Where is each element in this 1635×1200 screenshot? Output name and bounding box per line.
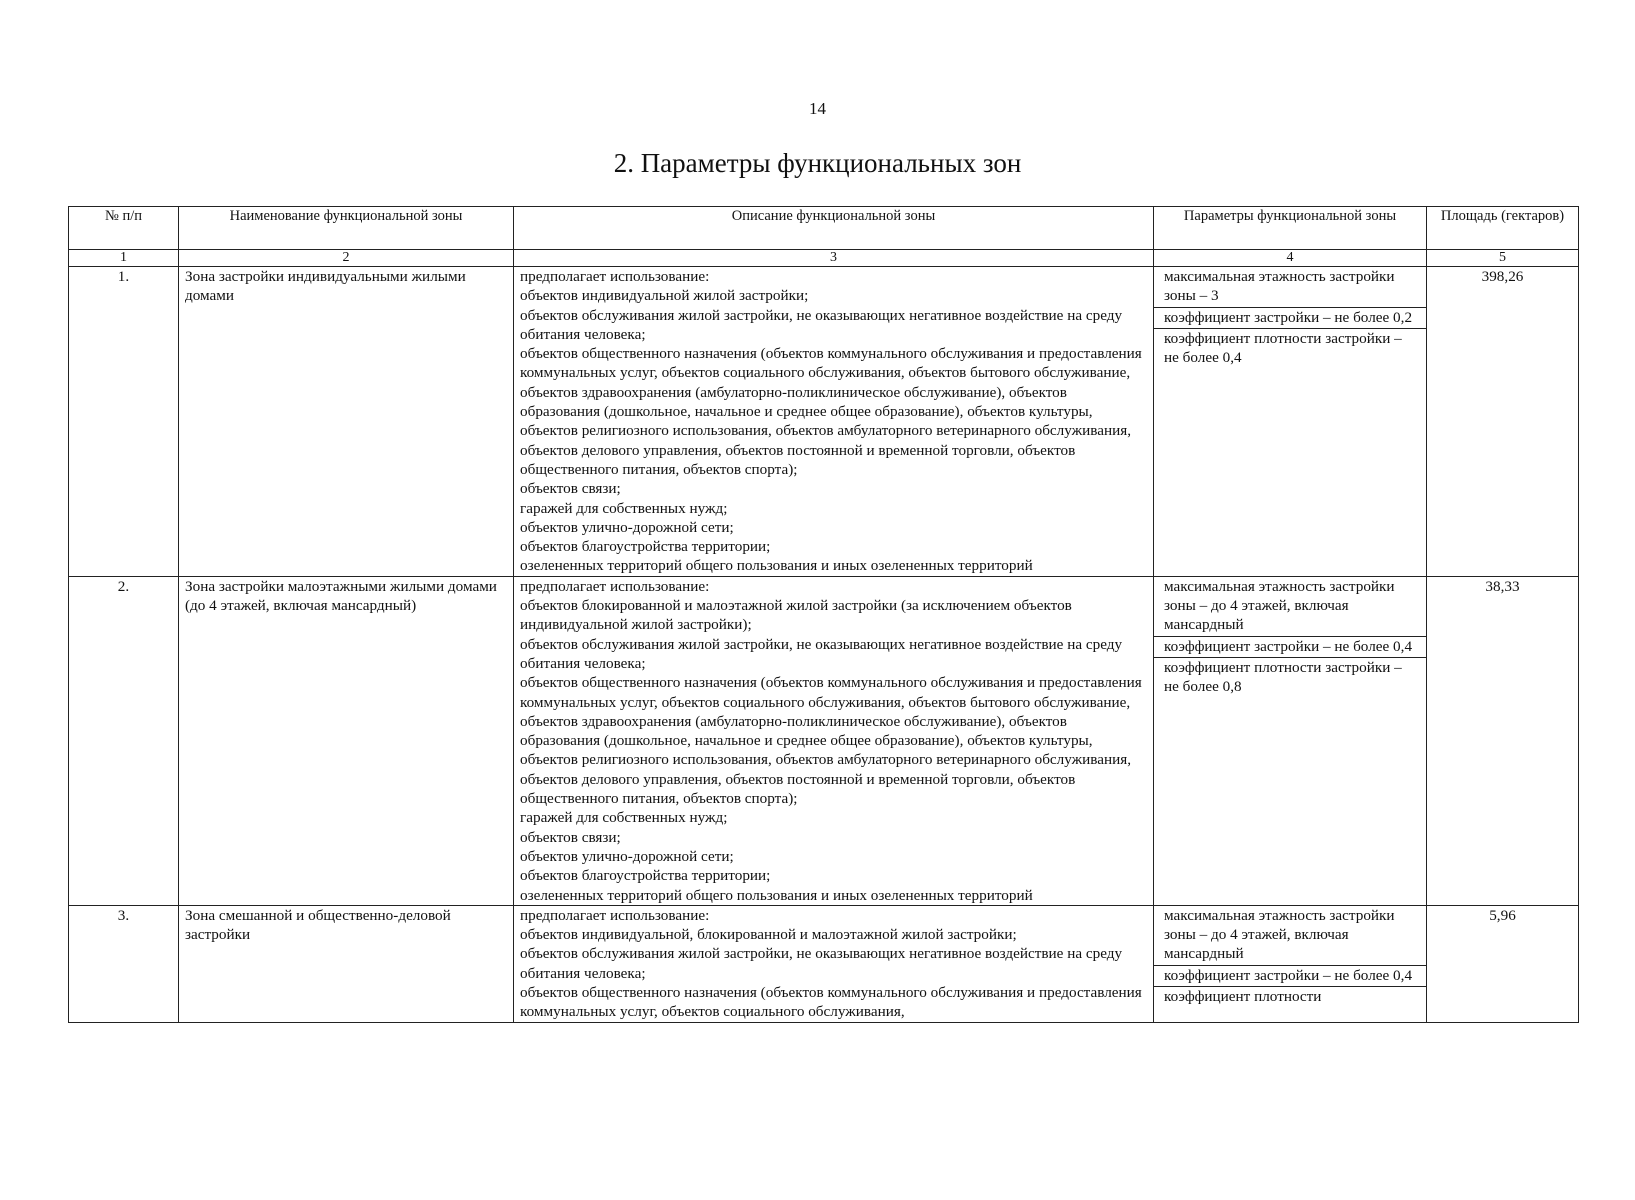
- zone-parameters: [1154, 267, 1427, 577]
- parameter-item: коэффициент застройки – не более 0,4: [1154, 966, 1426, 987]
- zone-description: [514, 267, 1154, 577]
- description-line: объектов связи;: [520, 828, 621, 846]
- description-line: озелененных территорий общего пользования и иных озелененных территорий: [520, 886, 1033, 904]
- zone-area: 38,33: [1427, 576, 1579, 905]
- header-description: Описание функциональной зоны: [514, 207, 1154, 250]
- zone-parameters: [1154, 576, 1427, 905]
- header-num: № п/п: [69, 207, 179, 250]
- row-number: 3.: [69, 905, 179, 1022]
- table-row: [69, 267, 1579, 577]
- description-line: объектов благоустройства территории;: [520, 538, 771, 556]
- column-number: 3: [514, 250, 1154, 267]
- parameter-item: коэффициент застройки – не более 0,4: [1154, 637, 1426, 658]
- zone-name-text: Зона застройки индивидуальными жилыми домами: [185, 268, 466, 305]
- header-parameters: Параметры функциональной зоны: [1154, 207, 1427, 250]
- description-line: гаражей для собственных нужд;: [520, 499, 728, 517]
- description-line: объектов обслуживания жилой застройки, не оказывающих негативное воздействие на среду обитания человека;: [520, 306, 1123, 343]
- zones-table: [68, 206, 1579, 1023]
- parameter-item: максимальная этажность застройки зоны – 3: [1154, 267, 1426, 308]
- description-line: гаражей для собственных нужд;: [520, 809, 728, 827]
- table-row: [69, 905, 1579, 1022]
- row-number: 2.: [69, 576, 179, 905]
- description-line: предполагает использование:: [520, 268, 710, 285]
- description-line: объектов благоустройства территории;: [520, 867, 771, 885]
- column-number: 1: [69, 250, 179, 267]
- description-line: объектов обслуживания жилой застройки, не оказывающих негативное воздействие на среду обитания человека;: [520, 945, 1123, 982]
- column-number: 2: [179, 250, 514, 267]
- description-line: предполагает использование:: [520, 577, 710, 595]
- description-line: объектов улично-дорожной сети;: [520, 518, 734, 536]
- description-line: объектов связи;: [520, 480, 621, 498]
- header-name: Наименование функциональной зоны: [179, 207, 514, 250]
- zone-area: 398,26: [1427, 267, 1579, 577]
- description-line: предполагает использование:: [520, 906, 710, 924]
- zone-parameters: [1154, 905, 1427, 1022]
- zone-description: [514, 576, 1154, 905]
- table-row: [69, 576, 1579, 905]
- zone-name: [179, 267, 514, 577]
- description-line: объектов общественного назначения (объектов коммунального обслуживания и предоставления коммунальных услуг, объектов социального обслуживания, объектов бытового обслуживание, объектов здравоохранения (амбулаторно-поликлиническое обслуживание), объектов образования (дошкольное, начальное и среднее общее образование), объектов культуры, объектов религиозного использования, объектов амбулаторного ветеринарного обслуживания, объектов делового управления, объектов постоянной и временной торговли, объектов общественного питания, объектов спорта);: [520, 345, 1142, 478]
- description-line: озелененных территорий общего пользования и иных озелененных территорий: [520, 557, 1033, 575]
- parameter-item: коэффициент плотности застройки – не более 0,8: [1164, 658, 1402, 696]
- header-area: Площадь (гектаров): [1427, 207, 1579, 250]
- page-title: 2. Параметры функциональных зон: [613, 148, 1022, 178]
- description-line: объектов обслуживания жилой застройки, не оказывающих негативное воздействие на среду обитания человека;: [520, 635, 1123, 672]
- page-number: 14: [809, 99, 826, 118]
- zone-area: 5,96: [1427, 905, 1579, 1022]
- zone-name: [179, 576, 514, 905]
- column-number: 4: [1154, 250, 1427, 267]
- zone-name-text: Зона застройки малоэтажными жилыми домами: [185, 577, 497, 595]
- parameter-item: коэффициент застройки – не более 0,2: [1154, 308, 1426, 329]
- description-line: объектов блокированной и малоэтажной жилой застройки (за исключением объектов индивидуальной жилой застройки);: [520, 597, 1072, 634]
- zone-name-text: Зона смешанной и общественно-деловой застройки: [185, 906, 451, 944]
- parameter-item: коэффициент плотности застройки – не более 0,4: [1164, 329, 1402, 367]
- description-line: объектов индивидуальной, блокированной и малоэтажной жилой застройки;: [520, 926, 1017, 944]
- parameter-item: максимальная этажность застройки зоны – до 4 этажей, включая мансардный: [1154, 906, 1426, 966]
- parameter-item: коэффициент плотности: [1164, 987, 1322, 1005]
- column-number: 5: [1427, 250, 1579, 267]
- description-line: объектов общественного назначения (объектов коммунального обслуживания и предоставления коммунальных услуг, объектов социального обслуживания, объектов бытового обслуживание, объектов здравоохранения (амбулаторно-поликлиническое обслуживание), объектов образования (дошкольное, начальное и среднее общее образование), объектов культуры, объектов религиозного использования, объектов амбулаторного ветеринарного обслуживания, объектов делового управления, объектов постоянной и временной торговли, объектов общественного питания, объектов спорта);: [520, 674, 1142, 808]
- row-number: 1.: [69, 267, 179, 577]
- column-number-row: [69, 250, 1579, 267]
- zone-description: [514, 905, 1154, 1022]
- zone-name: [179, 905, 514, 1022]
- table-header-row: [69, 207, 1579, 250]
- description-line: объектов индивидуальной жилой застройки;: [520, 287, 809, 305]
- description-line: объектов общественного назначения (объектов коммунального обслуживания и предоставления коммунальных услуг, объектов социального обслуживания,: [520, 983, 1142, 1021]
- parameter-item: максимальная этажность застройки зоны – до 4 этажей, включая мансардный: [1154, 577, 1426, 637]
- zone-name-note: (до 4 этажей, включая мансардный): [185, 597, 417, 615]
- description-line: объектов улично-дорожной сети;: [520, 847, 734, 865]
